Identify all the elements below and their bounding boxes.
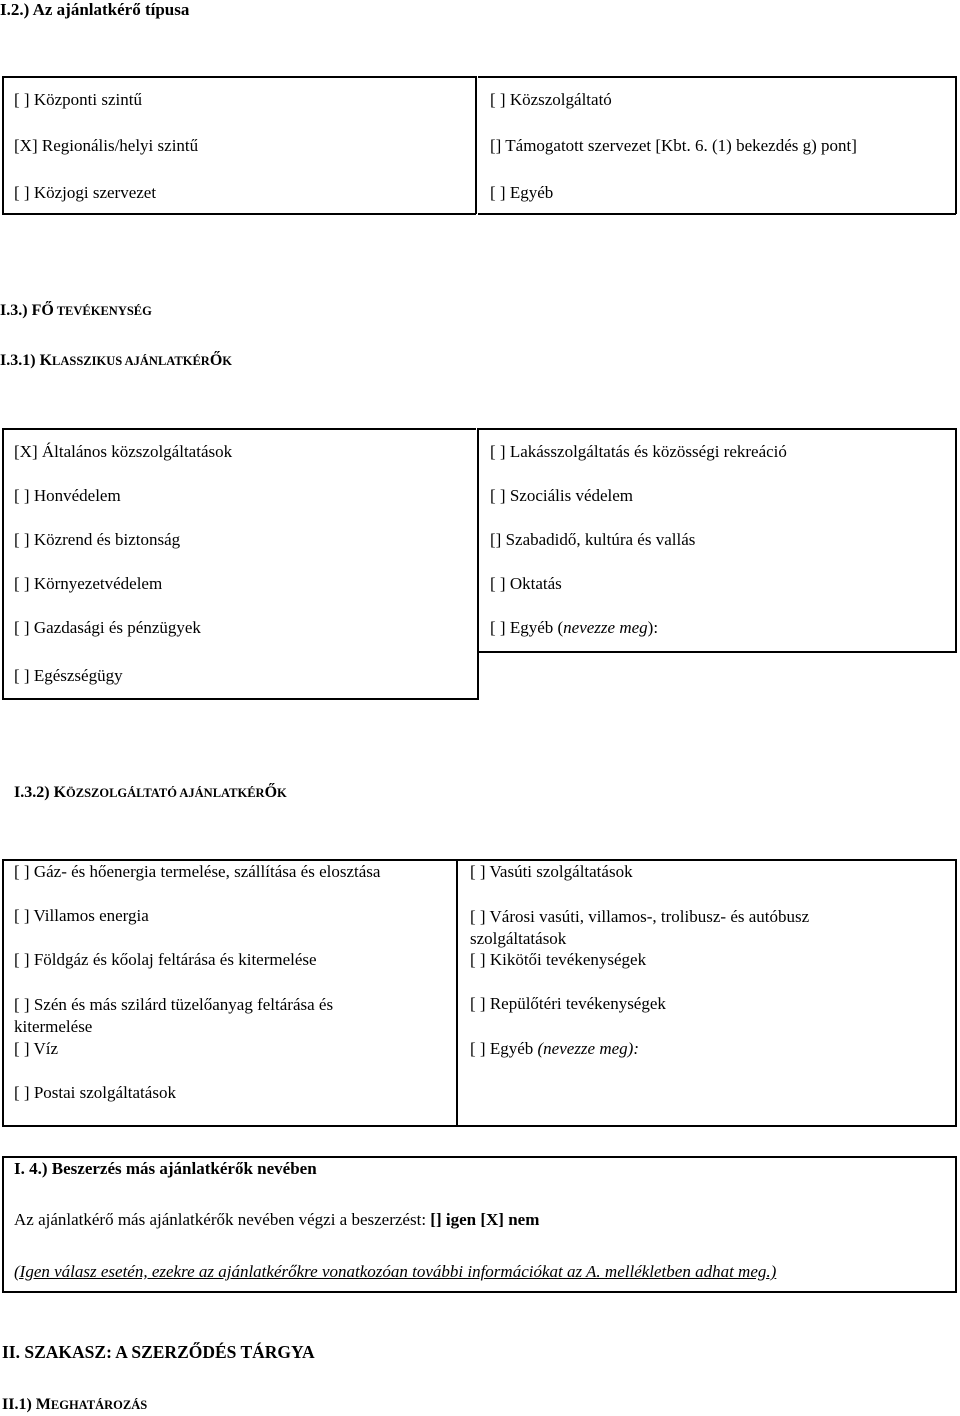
checkbox-item-szen: [ ] Szén és más szilárd tüzelőanyag feltárása és kitermelése (14, 995, 334, 1036)
checkbox-item-postai: [ ] Postai szolgáltatások (14, 1083, 176, 1102)
checkbox-item-oktatas: [ ] Oktatás (490, 574, 562, 593)
table-border (478, 213, 956, 215)
table-border (2, 1291, 956, 1293)
table-border (2, 1125, 956, 1127)
table-border (2, 859, 4, 1127)
section-heading-i3: I.3.) FŐ TEVÉKENYSÉG (0, 302, 152, 319)
section-heading-i32: I.3.2) KÖZSZOLGÁLTATÓ AJÁNLATKÉRŐK (14, 784, 287, 801)
checkbox-item-vasuti: [ ] Vasúti szolgáltatások (470, 862, 633, 881)
checkbox-item-kozszolgaltato: [ ] Közszolgáltató (490, 90, 612, 109)
table-border (475, 76, 477, 214)
section-heading-ii1: II.1) MEGHATÁROZÁS (2, 1396, 148, 1413)
table-border (478, 428, 956, 430)
checkbox-item-szabadido: [] Szabadidő, kultúra és vallás (490, 530, 696, 549)
checkbox-item-honvedelem: [ ] Honvédelem (14, 486, 121, 505)
table-border (955, 859, 957, 1127)
checkbox-item-kozjogi: [ ] Közjogi szervezet (14, 183, 157, 202)
checkbox-item-varosi: [ ] Városi vasúti, villamos-, trolibusz- és autóbusz szolgáltatások (470, 907, 810, 948)
checkbox-item-foldgaz: [ ] Földgáz és kőolaj feltárása és kitermelése (14, 950, 317, 969)
table-border (478, 651, 956, 653)
checkbox-item-kikotoi: [ ] Kikötői tevékenységek (470, 950, 647, 969)
checkbox-item-gazdasagi: [ ] Gazdasági és pénzügyek (14, 618, 201, 637)
joint-procurement-question: Az ajánlatkérő más ajánlatkérők nevében végzi a beszerzést: [] igen [X] nem (14, 1210, 540, 1229)
table-border (955, 428, 957, 653)
checkbox-item-villamos: [ ] Villamos energia (14, 906, 149, 925)
table-border (477, 428, 479, 700)
section-heading-i4: I. 4.) Beszerzés más ajánlatkérők nevében (14, 1159, 317, 1178)
table-border (955, 1156, 957, 1293)
checkbox-item-repuloteri: [ ] Repülőtéri tevékenységek (470, 994, 666, 1013)
checkbox-item-lakas: [ ] Lakásszolgáltatás és közösségi rekreáció (490, 442, 787, 461)
section-heading-ii: II. SZAKASZ: A SZERZŐDÉS TÁRGYA (2, 1342, 315, 1362)
table-border (955, 76, 957, 214)
checkbox-item-kozponti: [ ] Központi szintű (14, 90, 142, 109)
section-heading-i2: I.2.) Az ajánlatkérő típusa (0, 0, 190, 19)
table-border (456, 859, 458, 1127)
checkbox-item-altalanos: [X] Általános közszolgáltatások (14, 442, 233, 461)
checkbox-item-viz: [ ] Víz (14, 1039, 59, 1058)
table-border (2, 859, 456, 861)
checkbox-item-kornyezetvedelem: [ ] Környezetvédelem (14, 574, 163, 593)
joint-procurement-note: (Igen válasz esetén, ezekre az ajánlatkérőkre vonatkozóan további információkat az A. mellékletben adhat meg.) (14, 1262, 777, 1281)
checkbox-item-tamogatott: [] Támogatott szervezet [Kbt. 6. (1) bekezdés g) pont] (490, 136, 857, 155)
checkbox-item-egyeb-kozszolg: [ ] Egyéb (nevezze meg): (470, 1039, 639, 1058)
table-border (2, 213, 476, 215)
table-border (478, 76, 956, 78)
table-border (2, 428, 476, 430)
checkbox-item-kozrend: [ ] Közrend és biztonság (14, 530, 181, 549)
table-border (2, 698, 478, 700)
checkbox-item-szocialis: [ ] Szociális védelem (490, 486, 634, 505)
table-border (2, 76, 476, 78)
checkbox-item-gaz: [ ] Gáz- és hőenergia termelése, szállítása és elosztása (14, 862, 381, 881)
table-border (2, 1156, 956, 1158)
checkbox-item-egyeb: [ ] Egyéb (490, 183, 554, 202)
section-heading-i31: I.3.1) KLASSZIKUS AJÁNLATKÉRŐK (0, 352, 233, 369)
checkbox-item-egeszsegugy: [ ] Egészségügy (14, 666, 123, 685)
table-border (2, 76, 4, 214)
table-border (2, 1156, 4, 1293)
table-border (458, 859, 956, 861)
checkbox-item-regionalis: [X] Regionális/helyi szintű (14, 136, 199, 155)
table-border (2, 428, 4, 700)
checkbox-item-egyeb-nevezze: [ ] Egyéb (nevezze meg): (490, 618, 659, 637)
